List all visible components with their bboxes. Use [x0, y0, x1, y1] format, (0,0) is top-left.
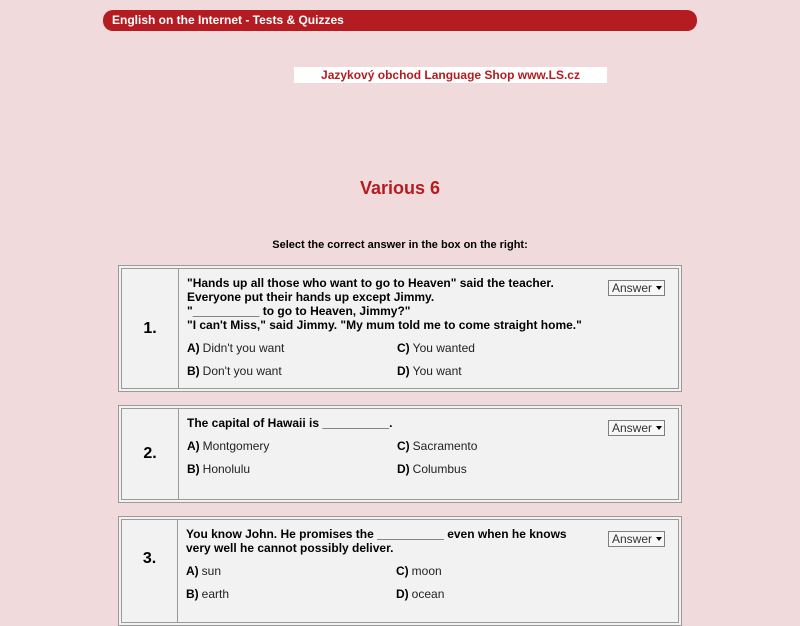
option-d: D) ocean: [396, 587, 445, 601]
option-c: C) You wanted: [397, 341, 475, 355]
option-a: A) sun: [186, 564, 222, 578]
question-number: 2.: [122, 409, 179, 499]
answer-select-2[interactable]: Answer: [608, 420, 665, 436]
chevron-down-icon: [656, 537, 662, 541]
option-b: B) Don't you want: [187, 364, 282, 378]
answer-select-1[interactable]: Answer: [608, 280, 665, 296]
option-c: C) Sacramento: [397, 439, 478, 453]
question-text: The capital of Hawaii is __________.: [187, 416, 393, 430]
page-title: Various 6: [359, 178, 441, 198]
option-b: B) earth: [186, 587, 230, 601]
question-2: [118, 405, 682, 503]
site-header: [103, 10, 697, 31]
question-3: [118, 516, 682, 626]
site-title: English on the Internet - Tests & Quizzes: [112, 13, 344, 27]
option-d: D) You want: [397, 364, 462, 378]
question-number: 3.: [122, 520, 178, 622]
instructions-text: Select the correct answer in the box on the right:: [272, 239, 528, 251]
question-text: "Hands up all those who want to go to Heaven" said the teacher. Everyone put their hands up except Jimmy. "__________ to go to Heaven, Jimmy?" "I can't Miss," said Jimmy. "My mum told me to come straight home.": [187, 276, 582, 332]
option-d: D) Columbus: [397, 462, 467, 476]
question-number: 1.: [122, 269, 179, 388]
option-a: A) Montgomery: [187, 439, 270, 453]
answer-select-3[interactable]: Answer: [608, 531, 665, 547]
option-b: B) Honolulu: [187, 462, 251, 476]
question-text: You know John. He promises the __________ even when he knows very well he cannot possibly deliver.: [186, 527, 567, 555]
language-shop-link[interactable]: Jazykový obchod Language Shop www.LS.cz: [294, 67, 607, 83]
question-1: [118, 265, 682, 392]
option-c: C) moon: [396, 564, 442, 578]
chevron-down-icon: [656, 286, 662, 290]
chevron-down-icon: [656, 426, 662, 430]
option-a: A) Didn't you want: [187, 341, 285, 355]
